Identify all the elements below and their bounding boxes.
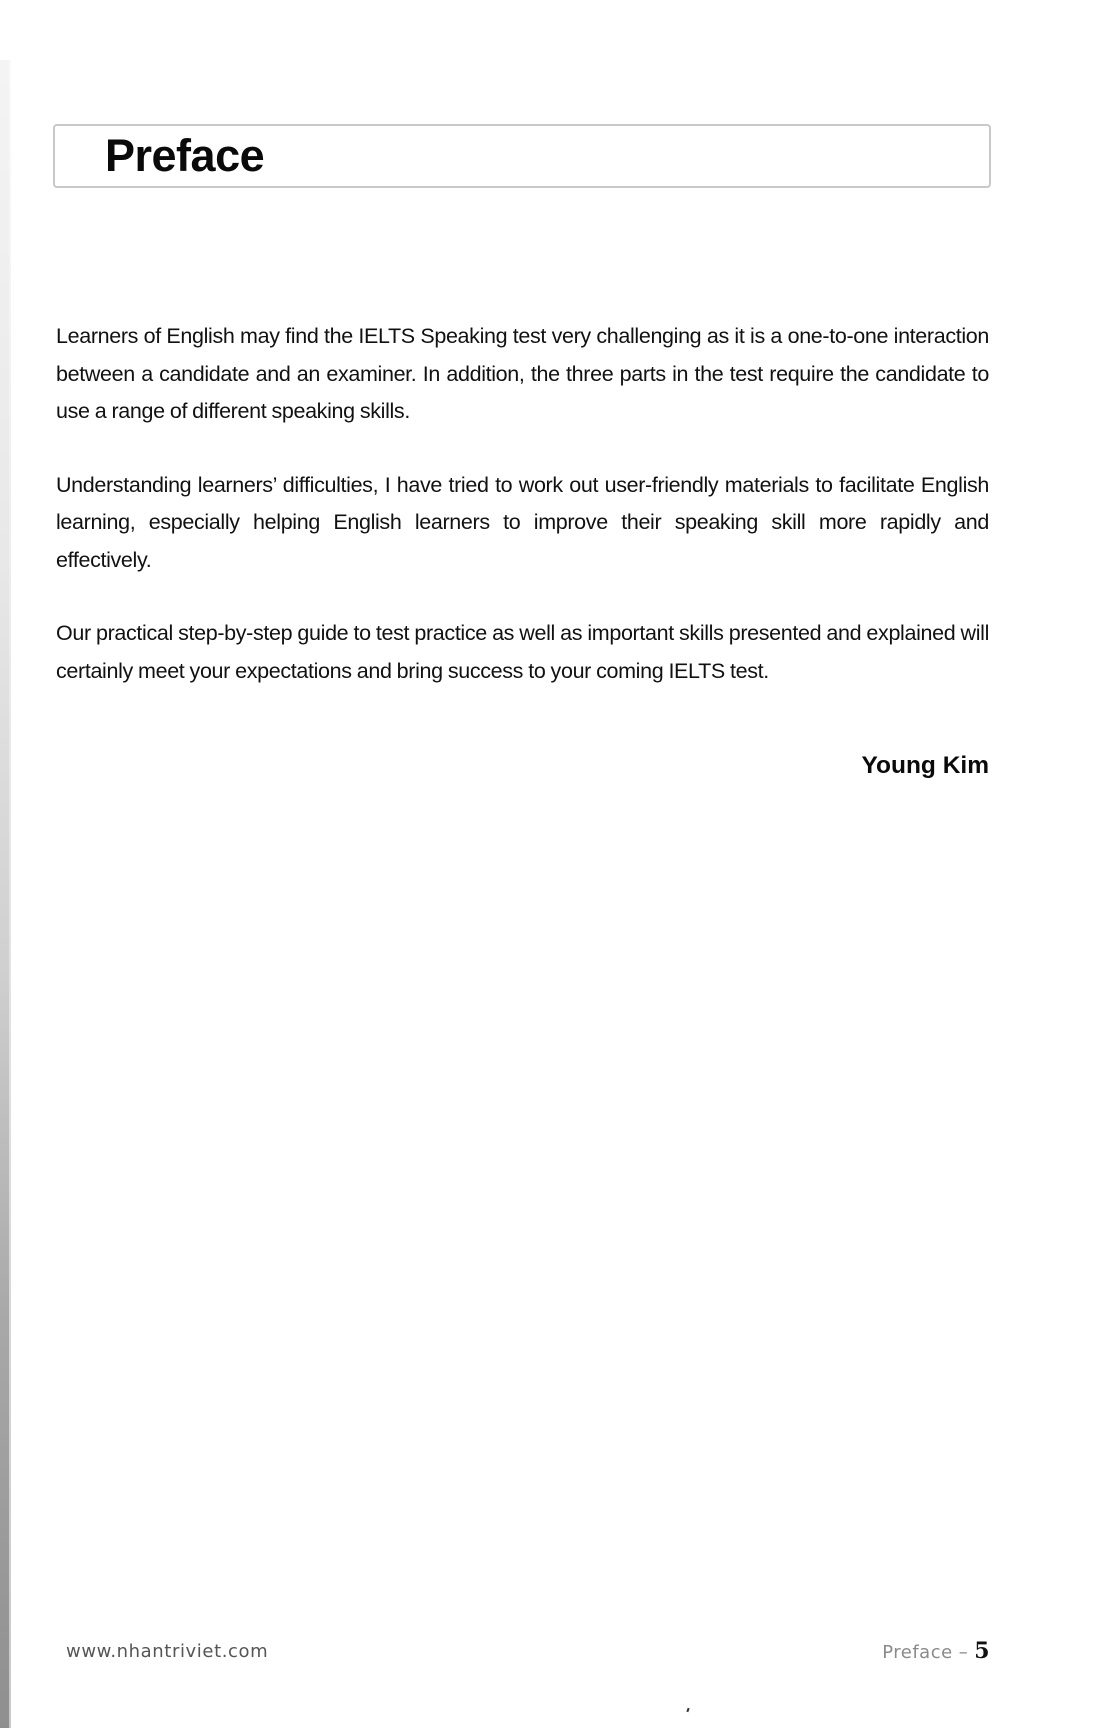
paragraph-1: Learners of English may find the IELTS Speaking test very challenging as it is a one-to-one interaction between a candidate and an examiner. In addition, the three parts in the test require the candidate to use a range of different speaking skills.: [56, 324, 989, 423]
paragraph-2: Understanding learners’ difficulties, I have tried to work out user-friendly materials to facilitate English learning, especially helping English learners to improve their speaking skill more rapidly and effectively.: [56, 472, 989, 572]
preface-body: [56, 318, 989, 726]
page-number: 5: [974, 1638, 990, 1664]
book-binding-edge: [0, 60, 9, 1728]
footer-section-name: Preface: [882, 1642, 953, 1663]
scan-speck: [686, 1708, 689, 1712]
footer-separator: –: [958, 1642, 969, 1663]
footer-page-label: [882, 1638, 990, 1664]
author-signature: Young Kim: [861, 752, 989, 779]
footer-website: www.nhantriviet.com: [66, 1641, 269, 1662]
page-title: Preface: [105, 130, 265, 181]
paragraph-3: Our practical step-by-step guide to test practice as well as important skills presented and explained will certainly meet your expectations and bring success to your coming IELTS test.: [56, 621, 989, 683]
